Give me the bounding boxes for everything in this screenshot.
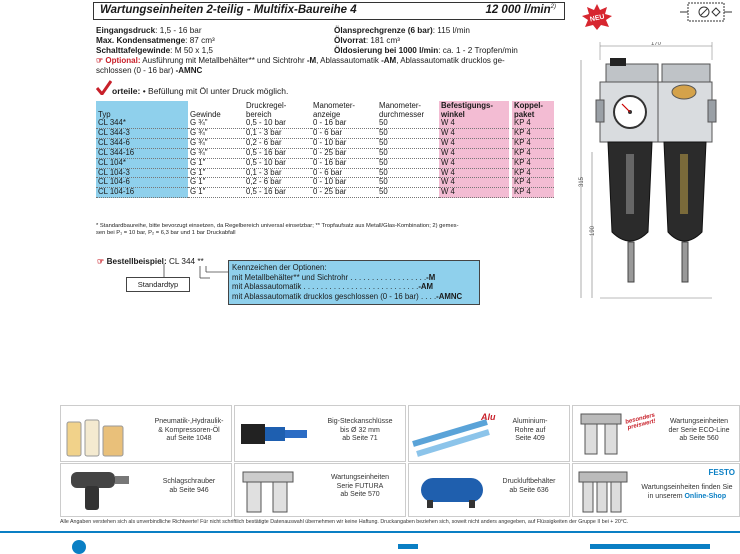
table-cell: CL 104-3: [96, 168, 188, 178]
maintenance-unit-symbol-icon: [680, 2, 732, 22]
table-cell: 0,1 - 3 bar: [244, 128, 311, 138]
alu-logo: Alu: [481, 412, 496, 422]
table-cell: 0,5 - 10 bar: [244, 158, 311, 168]
table-cell: KP 4: [512, 138, 554, 148]
table-cell: 0 - 16 bar: [311, 119, 377, 128]
table-cell: W 4: [439, 188, 509, 198]
footnote-line: sen bei P₁ = 10 bar, P₂ = 6,3 bar und 1 bar Druckabfall: [96, 230, 236, 236]
dim-height-total: 315: [579, 176, 585, 187]
spec-line: Schalttafelgewinde: M 50 x 1,5: [96, 46, 213, 55]
ad-big-connectors-text: Big-Steckanschlüsse bis Ø 32 mm ab Seite 71: [327, 418, 393, 442]
table-cell: 50: [377, 128, 439, 138]
spec-line: Öldosierung bei 1000 l/min: ca. 1 - 2 Tropfen/min: [334, 46, 518, 55]
col-manometerdurchmesser: Manometer- durchmesser: [379, 101, 425, 119]
table-cell: 0 - 16 bar: [311, 158, 377, 168]
table-cell: G ¾": [188, 119, 244, 128]
table-cell: CL 104*: [96, 158, 188, 168]
table-row: [96, 178, 554, 188]
table-cell: CL 344-16: [96, 148, 188, 158]
table-cell: W 4: [439, 128, 509, 138]
table-footnote: [96, 223, 566, 237]
disclaimer: Alle Angaben verstehen sich als unverbindliche Richtwerte! Für nicht schriftlich bestätigte Datenauswahl übernehmen wir keine Haftung. Druckangaben beziehen sich, soweit nicht anders angegeben, auf Flüssigkeiten der Gruppe II bei + 20°C.: [60, 519, 629, 525]
optional-text: ☞ Optional: Ausführung mit Metallbehälter** und Sichtrohr -M, Ablassautomatik -AM, Ablassautomatik drucklos ge- schlossen (0 - 16 bar) -AMNC: [96, 56, 505, 75]
table-cell: 0 - 25 bar: [311, 148, 377, 158]
table-cell: W 4: [439, 168, 509, 178]
table-cell: W 4: [439, 138, 509, 148]
table-cell: 0,5 - 16 bar: [244, 188, 311, 198]
option-line: mit Metallbehälter** und Sichtrohr . . . . . . . . . . . . . . . . . .-M: [232, 272, 436, 282]
options-box: [228, 260, 480, 305]
table-cell: 0,2 - 6 bar: [244, 138, 311, 148]
table-cell: W 4: [439, 148, 509, 158]
footnote-line: * Standardbaureihe, bitte bevorzugt einsetzen, da Regelbereich universal einsetzbar; ** Tropfaufsatz aus Metall/Glas-Kombination; 2) gemes-: [96, 223, 459, 229]
footer-bar: [0, 530, 740, 549]
option-line: mit Ablassautomatik drucklos geschlossen (0 - 16 bar) . . . .-AMNC: [232, 291, 463, 301]
table-cell: 0,1 - 3 bar: [244, 168, 311, 178]
standard-type-label: Standardtyp: [126, 277, 190, 292]
new-badge-icon: [582, 4, 612, 30]
table-cell: CL 104-16: [96, 188, 188, 198]
flow-rate: [485, 4, 556, 16]
ad-oil[interactable]: [60, 405, 232, 462]
table-row: [96, 119, 554, 128]
futura-unit-icon: [239, 466, 299, 514]
ad-festo[interactable]: [572, 463, 740, 517]
spec-line: Ölansprechgrenze (6 bar): 115 l/min: [334, 26, 470, 35]
table-cell: G 1": [188, 168, 244, 178]
table-cell: KP 4: [512, 158, 554, 168]
spec-line: Max. Kondensatmenge: 87 cm³: [96, 36, 215, 45]
flow-rate-footnote: 2): [550, 4, 556, 11]
table-cell: G 1": [188, 178, 244, 188]
option-line: mit Ablassautomatik . . . . . . . . . . . . . . . . . . . . . . . . . . .-AM: [232, 282, 434, 291]
festo-logo: FESTO: [708, 468, 735, 477]
table-row: [96, 168, 554, 178]
ad-impact-wrench[interactable]: [60, 463, 232, 517]
table-cell: 50: [377, 158, 439, 168]
table-cell: 0,5 - 10 bar: [244, 119, 311, 128]
table-cell: 0 - 10 bar: [311, 178, 377, 188]
spec-line: Ölvorrat: 181 cm³: [334, 36, 400, 45]
ad-futura[interactable]: [234, 463, 406, 517]
table-cell: CL 344*: [96, 119, 188, 128]
ad-air-tank-text: Druckluftbehälter ab Seite 636: [502, 478, 556, 494]
table-cell: W 4: [439, 178, 509, 188]
ad-eco-line[interactable]: [572, 405, 740, 462]
footer-logo-icon: [72, 540, 86, 554]
advantages-label: orteile:: [112, 86, 141, 96]
table-cell: G ¾": [188, 148, 244, 158]
table-cell: KP 4: [512, 119, 554, 128]
table-row: [96, 148, 554, 158]
col-typ: Typ: [96, 101, 188, 119]
oil-canisters-icon: [65, 412, 125, 458]
advantages: [112, 86, 288, 96]
ad-impact-wrench-text: Schlagschrauber ab Seite 946: [162, 478, 216, 494]
eco-unit-icon: [577, 410, 627, 458]
flow-rate-value: 12 000 l/min: [485, 4, 551, 16]
table-row: [96, 128, 554, 138]
air-tank-icon: [413, 470, 489, 510]
ad-alu-tubes-text: Aluminium- Rohre auf Seite 409: [512, 418, 548, 442]
ad-eco-line-text: Wartungseinheiten der Serie ECO-Line ab Seite 560: [668, 418, 730, 442]
col-koppelpaket: Koppel- paket: [512, 101, 554, 119]
ad-air-tank[interactable]: [408, 463, 570, 517]
festo-unit-icon: [577, 466, 629, 514]
table-cell: KP 4: [512, 168, 554, 178]
table-cell: 0 - 6 bar: [311, 168, 377, 178]
table-cell: 0,5 - 16 bar: [244, 148, 311, 158]
table-cell: 50: [377, 148, 439, 158]
table-cell: CL 344-3: [96, 128, 188, 138]
table-cell: G ¾": [188, 138, 244, 148]
ad-festo-text: Wartungseinheiten finden Sie in unserem Online-Shop: [641, 484, 733, 500]
dim-width: 170: [650, 42, 662, 47]
table-cell: 0 - 10 bar: [311, 138, 377, 148]
col-befestigungswinkel: Befestigungs- winkel: [439, 101, 509, 119]
col-druckregelbereich: Druckregel- bereich: [246, 101, 287, 119]
pointing-hand-icon: ☞: [97, 257, 105, 266]
connector-icon: [239, 414, 309, 454]
table-cell: KP 4: [512, 128, 554, 138]
table-cell: 50: [377, 138, 439, 148]
advantages-text: • Befüllung mit Öl unter Druck möglich.: [142, 86, 289, 96]
spec-line: Eingangsdruck: 1,5 - 16 bar: [96, 26, 202, 35]
dim-height-bowl: 190: [590, 225, 596, 236]
table-cell: G 1": [188, 158, 244, 168]
col-manometeranzeige: Manometer- anzeige: [313, 101, 356, 119]
page-title: Wartungseinheiten 2-teilig - Multifix-Baureihe 4: [100, 4, 357, 16]
specs-right: [334, 26, 518, 56]
table-cell: CL 104-6: [96, 178, 188, 188]
table-cell: KP 4: [512, 188, 554, 198]
eco-line-tag: besonders preiswert!: [624, 412, 657, 432]
table-cell: KP 4: [512, 178, 554, 188]
table-row: [96, 158, 554, 168]
ad-futura-text: Wartungseinheiten Serie FUTURA ab Seite 570: [330, 474, 390, 498]
catalog-header: [93, 2, 565, 20]
table-cell: 50: [377, 178, 439, 188]
table-row: [96, 188, 554, 198]
table-cell: 0 - 25 bar: [311, 188, 377, 198]
ad-big-connectors[interactable]: [234, 405, 406, 462]
product-table: [96, 101, 554, 198]
table-cell: 50: [377, 188, 439, 198]
table-cell: 0 - 6 bar: [311, 128, 377, 138]
ad-alu-tubes[interactable]: [408, 405, 570, 462]
table-cell: W 4: [439, 119, 509, 128]
table-cell: CL 344-6: [96, 138, 188, 148]
table-cell: G ¾": [188, 128, 244, 138]
table-row: [96, 138, 554, 148]
specs-left: [96, 26, 215, 56]
checkmark-icon: [96, 80, 112, 95]
col-gewinde: Gewinde: [190, 110, 221, 119]
product-image: [578, 42, 738, 304]
footer-brand-strip: [590, 544, 710, 549]
new-badge-label: NEU: [589, 13, 606, 24]
table-cell: 50: [377, 119, 439, 128]
table-cell: 50: [377, 168, 439, 178]
table-cell: KP 4: [512, 148, 554, 158]
impact-wrench-icon: [65, 468, 135, 512]
options-title: Kennzeichen der Optionen:: [232, 263, 327, 272]
table-cell: 0,2 - 6 bar: [244, 178, 311, 188]
alu-tubes-icon: [411, 414, 491, 458]
table-header-row: [96, 101, 554, 119]
table-cell: G 1": [188, 188, 244, 198]
ad-oil-text: Pneumatik-,Hydraulik- & Kompressoren-Öl auf Seite 1048: [154, 418, 224, 442]
table-cell: W 4: [439, 158, 509, 168]
footer-mark-icon: [398, 544, 418, 549]
order-value: CL 344 **: [168, 257, 204, 266]
pointing-hand-icon: ☞: [96, 56, 104, 65]
order-label: Bestellbeispiel:: [106, 257, 167, 266]
